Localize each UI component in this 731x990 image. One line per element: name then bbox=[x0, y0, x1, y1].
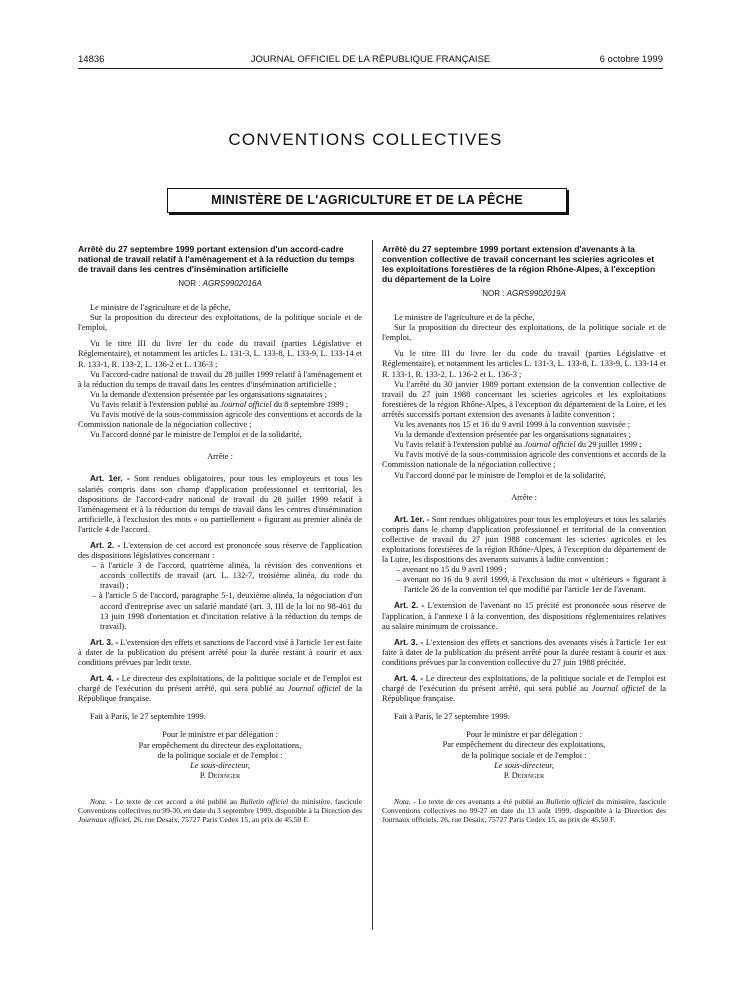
left-column bbox=[78, 244, 362, 824]
article-label: Art. 1er. - bbox=[90, 474, 130, 484]
article-text: Le directeur des exploitations, de la politique sociale et de l'emploi est chargé de l'exécution du présent arrêté, qui sera publié au bbox=[78, 674, 362, 694]
article-text: L'extension de l'avenant no 15 précité est prononcée sous réserve de l'application, à l'annexe I à la convention, des dispositions réglementaires relatives au salaire minimum de croissance. bbox=[382, 601, 666, 631]
text: Vu l'avis relatif à l'extension publié au bbox=[90, 399, 219, 409]
article-1 bbox=[78, 474, 362, 535]
note-label: Nota. - bbox=[394, 796, 416, 806]
note-text: Le texte de cet accord a été publié au bbox=[115, 796, 237, 806]
article-text: de la République française. bbox=[78, 684, 362, 704]
signatory-title: Le sous-directeur, bbox=[190, 760, 250, 770]
column-divider bbox=[372, 240, 373, 930]
signature-block bbox=[78, 730, 362, 780]
article-4 bbox=[78, 674, 362, 704]
list-item: – à l'article 5 de l'accord, paragraphe 5-1, deuxième alinéa, la négociation d'un accord d'entreprise avec un salarié mandaté (art. 3, III de la loi no 98-461 du 13 juin 1998 d'orientation et d'incitation relative à la réduction du temps de travail). bbox=[92, 591, 362, 631]
arrete-heading: Arrête : bbox=[511, 492, 537, 502]
paragraph bbox=[78, 400, 362, 410]
issue-date: 6 octobre 1999 bbox=[599, 54, 663, 65]
article-text: Le directeur des exploitations, de la politique sociale et de l'emploi est chargé de l'exécution du présent arrêté, qui sera publié au bbox=[382, 674, 666, 694]
nor-code: AGRS9902019A bbox=[506, 289, 566, 298]
article-text: L'extension de cet accord est prononcée sous réserve de l'application des dispositions législatives concernant : bbox=[78, 540, 362, 561]
note-text: du ministère, fascicule Conventions collectives no 99-27 en date du 13 août 1999, disponible à la Direction des Journaux officiels, 26, rue Desaix, 75727 Paris Cedex 15, au prix de 45,50 F. bbox=[382, 796, 666, 824]
bulletin-ref: Bulletin officiel bbox=[545, 796, 594, 806]
paragraph: Vu l'accord donné par le ministre de l'emploi et de la solidarité, bbox=[394, 470, 606, 480]
signature-line: de la politique sociale et de l'emploi : bbox=[157, 750, 283, 760]
paragraph: Vu la demande d'extension présentée par les organisations signataires ; bbox=[394, 430, 631, 440]
bulletin-ref: Bulletin officiel bbox=[240, 796, 289, 806]
text: Vu l'avis relatif à l'extension publié au bbox=[394, 440, 523, 450]
article-label: Art. 2. - bbox=[394, 601, 425, 611]
paragraph: Le ministre de l'agriculture et de la pêche, bbox=[90, 303, 231, 313]
journal-ref: Journal officiel bbox=[591, 684, 645, 694]
paragraph: Vu l'avis motivé de la sous-commission agricole des conventions et accords de la Commission nationale de la négociation collective ; bbox=[78, 410, 362, 430]
signatory-title: Le sous-directeur, bbox=[494, 760, 554, 770]
paragraph: Vu l'accord donné par le ministre de l'emploi et de la solidarité, bbox=[90, 430, 302, 440]
note-text: du ministère, fascicule Conventions collectives no 99-30, en date du 3 septembre 1999, disponible à la Direction des bbox=[78, 796, 363, 815]
running-header bbox=[78, 54, 663, 68]
decree-title: Arrêté du 27 septembre 1999 portant extension d'avenants à la convention collective de travail concernant les scieries agricoles et les exploitations forestières de la région Rhône-Alpes, à l'exception du département de la Loire bbox=[382, 244, 656, 284]
paragraph: Vu la demande d'extension présentée par les organisations signataires ; bbox=[90, 389, 327, 399]
text: du 29 juillet 1999 ; bbox=[577, 440, 642, 450]
signature-line: Par empêchement du directeur des exploitations, bbox=[138, 740, 302, 750]
article-3 bbox=[78, 638, 362, 668]
note-label: Nota. - bbox=[90, 796, 113, 806]
signatory-name: P. Dedinger bbox=[503, 770, 545, 780]
article-1 bbox=[382, 515, 666, 565]
signatory-name: P. Dedinger bbox=[199, 770, 241, 780]
page-number: 14836 bbox=[78, 54, 105, 65]
paragraph: Vu les avenants nos 15 et 16 du 9 avril 1999 à la convention susvisée ; bbox=[394, 420, 631, 430]
paragraph: Vu l'avis motivé de la sous-commission agricole des conventions et accords de la Commission nationale de la négociation collective ; bbox=[382, 450, 666, 470]
signature-line: de la politique sociale et de l'emploi : bbox=[461, 750, 587, 760]
list-item: – à l'article 3 de l'accord, quatrième alinéa, la révision des conventions et accords collectifs de travail (art. L. 132-7, troisième alinéa, du code du travail) ; bbox=[92, 561, 362, 591]
paragraph: Vu l'arrêté du 30 janvier 1989 portant extension de la convention collective de travail du 27 juin 1988 concernant les scieries agricoles et les exploitations forestières de la région Rhône-Alpes, à l'exception du département de la Loire, et les arrêtés successifs portant extension des avenants à ladite convention ; bbox=[382, 379, 666, 419]
article-2 bbox=[78, 541, 362, 561]
journal-title: JOURNAL OFFICIEL DE LA RÉPUBLIQUE FRANÇAISE bbox=[250, 54, 491, 65]
arrete-heading: Arrête : bbox=[207, 452, 233, 462]
nor-code: AGRS9902016A bbox=[202, 279, 262, 288]
article-text: L'extension des effets et sanctions des avenants visés à l'article 1er est faite à dater de la publication du présent arrêté pour la durée restant à courir et aux conditions prévues par la convention collective du 27 juin 1988 précitée. bbox=[382, 637, 666, 667]
article-label: Art. 3. - bbox=[90, 637, 119, 647]
footnote bbox=[382, 797, 666, 824]
decree-title: Arrêté du 27 septembre 1999 portant extension d'un accord-cadre national de travail relatif à l'aménagement et à la réduction du temps de travail dans les centres d'insémination artificielle bbox=[78, 244, 355, 274]
header-rule bbox=[78, 68, 663, 69]
article-label: Art. 2. - bbox=[90, 540, 121, 550]
article-4 bbox=[382, 674, 666, 704]
article-text: de la République française. bbox=[382, 684, 666, 704]
article-3 bbox=[382, 638, 666, 668]
journal-ref: Journaux officiel, bbox=[78, 814, 132, 824]
place-date: Fait à Paris, le 27 septembre 1999. bbox=[90, 712, 206, 722]
footnote bbox=[78, 797, 362, 824]
ministry-box: MINISTÈRE DE L'AGRICULTURE ET DE LA PÊCHE bbox=[167, 188, 567, 213]
article-label: Art. 4. - bbox=[90, 674, 120, 684]
nor-label: NOR : bbox=[178, 279, 201, 288]
nor-reference bbox=[382, 289, 666, 299]
paragraph: Sur la proposition du directeur des exploitations, de la politique sociale et de l'emploi, bbox=[382, 323, 666, 343]
nor-reference bbox=[78, 279, 362, 289]
journal-ref: Journal officiel bbox=[220, 399, 272, 409]
signature-block bbox=[382, 730, 666, 780]
paragraph: Vu le titre III du livre Ier du code du travail (parties Législative et Réglementaire), et notamment les articles L. 131-3, L. 133-8, L. 133-9, L. 133-14 et R. 133-1, R. 133-2, L. 136-2 et L. 136-3 ; bbox=[78, 339, 362, 369]
paragraph: Vu l'accord-cadre national de travail du 28 juillet 1999 relatif à l'aménagement et à la réduction du temps de travail dans les centres d'insémination artificielle ; bbox=[78, 369, 362, 389]
list-item: – avenant no 16 du 9 avril 1999, à l'exclusion du mot « ultérieurs » figurant à l'article 26 de la convention tel que modifié par l'article 1er de l'avenant. bbox=[396, 575, 666, 595]
article-text: Sont rendues obligatoires, pour tous les employeurs et tous les salariés compris dans son champ d'application professionnel et territorial, les dispositions de l'accord-cadre national de travail du 28 juillet 1999 relatif à l'aménagement et à la réduction du temps de travail dans les centres d'insémination artificielle, à l'exclusion des mots « ou partiellement » figurant au premier alinéa de l'article 4 de l'accord. bbox=[78, 474, 363, 534]
paragraph bbox=[382, 440, 666, 450]
signature-line: Par empêchement du directeur des exploitations, bbox=[442, 740, 606, 750]
section-title: CONVENTIONS COLLECTIVES bbox=[228, 130, 503, 149]
text: du 8 septembre 1999 ; bbox=[273, 399, 349, 409]
note-text: 26, rue Desaix, 75727 Paris Cedex 15, au prix de 45,50 F. bbox=[133, 814, 309, 824]
nor-label: NOR : bbox=[482, 289, 505, 298]
journal-ref: Journal officiel bbox=[287, 684, 341, 694]
list-item: – avenant no 15 du 9 avril 1999 ; bbox=[396, 565, 507, 575]
article-label: Art. 3. - bbox=[394, 637, 424, 647]
paragraph: Sur la proposition du directeur des exploitations, de la politique sociale et de l'emploi, bbox=[78, 313, 362, 333]
journal-ref: Journal officiel bbox=[524, 440, 576, 450]
place-date: Fait à Paris, le 27 septembre 1999. bbox=[394, 712, 510, 722]
signature-line: Pour le ministre et par délégation : bbox=[466, 730, 582, 740]
article-label: Art. 4. - bbox=[394, 674, 424, 683]
article-text: Sont rendues obligatoires pour tous les employeurs et tous les salariés compris dans le champ d'application professionnel et territorial de la convention collective de travail du 27 juin 1988 concernant les scieries agricoles et les exploitations forestières de la région Rhône-Alpes, à l'exception du département de la Loire, les dispositions des avenants suivants à ladite convention : bbox=[382, 514, 666, 565]
article-1-list bbox=[382, 565, 666, 595]
paragraph: Le ministre de l'agriculture et de la pêche, bbox=[394, 313, 535, 323]
article-text: L'extension des effets et sanctions de l'accord visé à l'article 1er est faite à dater de la publication du présent arrêté pour la durée restant à courir et aux conditions prévues par ledit texte. bbox=[78, 637, 362, 667]
paragraph: Vu le titre III du livre Ier du code du travail (parties Législative et Réglementaire), et notamment les articles L. 131-3, L. 133-8, L. 133-9, L. 133-14 et R. 133-1, R. 133-2, L. 136-2 et L. 136-3 ; bbox=[382, 349, 666, 379]
article-label: Art. 1er. - bbox=[394, 514, 430, 524]
note-text: Le texte de ces avenants a été publié au bbox=[418, 796, 544, 806]
article-2 bbox=[382, 601, 666, 631]
signature-line: Pour le ministre et par délégation : bbox=[162, 730, 278, 740]
right-column bbox=[382, 244, 666, 824]
article-2-list bbox=[78, 561, 362, 632]
